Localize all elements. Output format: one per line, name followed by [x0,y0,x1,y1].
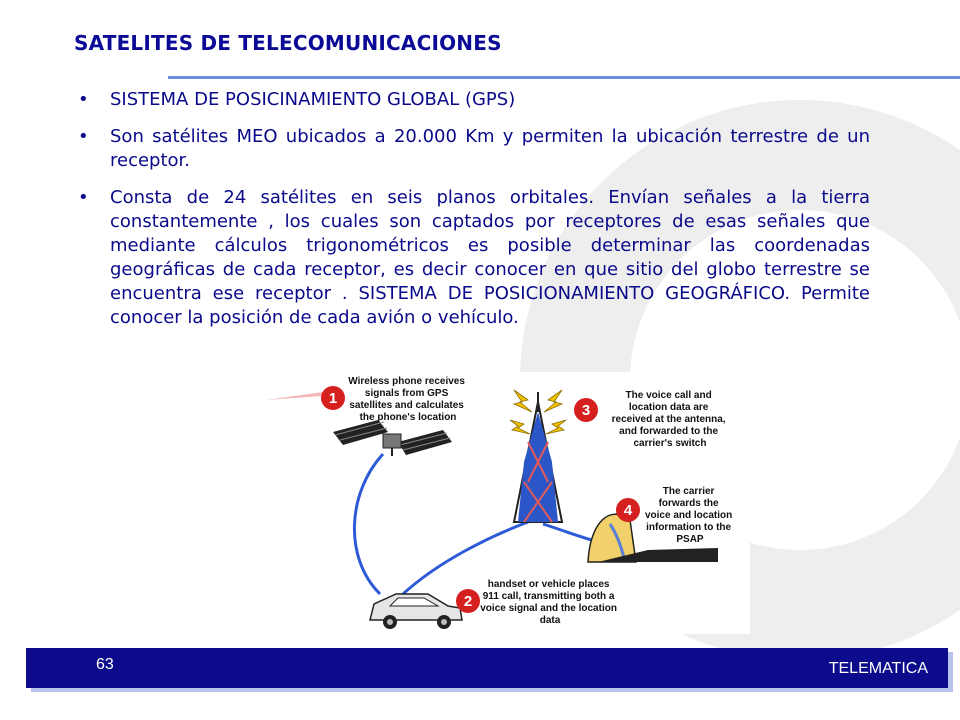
svg-text:3: 3 [581,402,591,419]
step-badge-1 [321,386,345,410]
step-3-caption: The voice call and location data are received at the antenna, and forwarded to the carrier's switch [611,390,726,449]
bullet-item: • Consta de 24 satélites en seis planos orbitales. Envían señales a la tierra constantemente , los cuales son captados por receptores de esas señales que mediante cálculos trigonométricos es posible determinar las coordenadas geográficas de cada receptor, es decir conocer en que sitio del globo terrestre se encuentra ese receptor . SISTEMA DE POSICIONAMIENTO GEOGRÁFICO. Permite conocer la posición de cada avión o vehículo. [76,186,870,330]
step-badge-4 [616,498,640,522]
bullet-item: • Son satélites MEO ubicados a 20.000 Km y permiten la ubicación terrestre de un receptor. [76,125,870,173]
page-number: 63 [96,656,114,673]
step-badge-2 [456,589,480,613]
step-2-caption: handset or vehicle places 911 call, transmitting both a voice signal and the location data [480,579,617,626]
bullet-list [76,88,870,343]
footer-label: TELEMATICA [828,660,928,677]
step-badge-3 [574,398,598,422]
title-underline [168,76,960,79]
gps-emergency-call-diagram [238,372,750,634]
step-1-caption: Wireless phone receives signals from GPS satellites and calculates the phone's location [348,376,465,423]
svg-text:1: 1 [328,390,338,407]
footer-bar [26,648,948,688]
slide-title: SATELITES DE TELECOMUNICACIONES [74,31,502,55]
svg-text:2: 2 [463,593,473,610]
svg-text:4: 4 [623,502,633,519]
step-4-caption: The carrier forwards the voice and location information to the PSAP [644,486,733,545]
bullet-item: • SISTEMA DE POSICINAMIENTO GLOBAL (GPS) [76,88,870,112]
